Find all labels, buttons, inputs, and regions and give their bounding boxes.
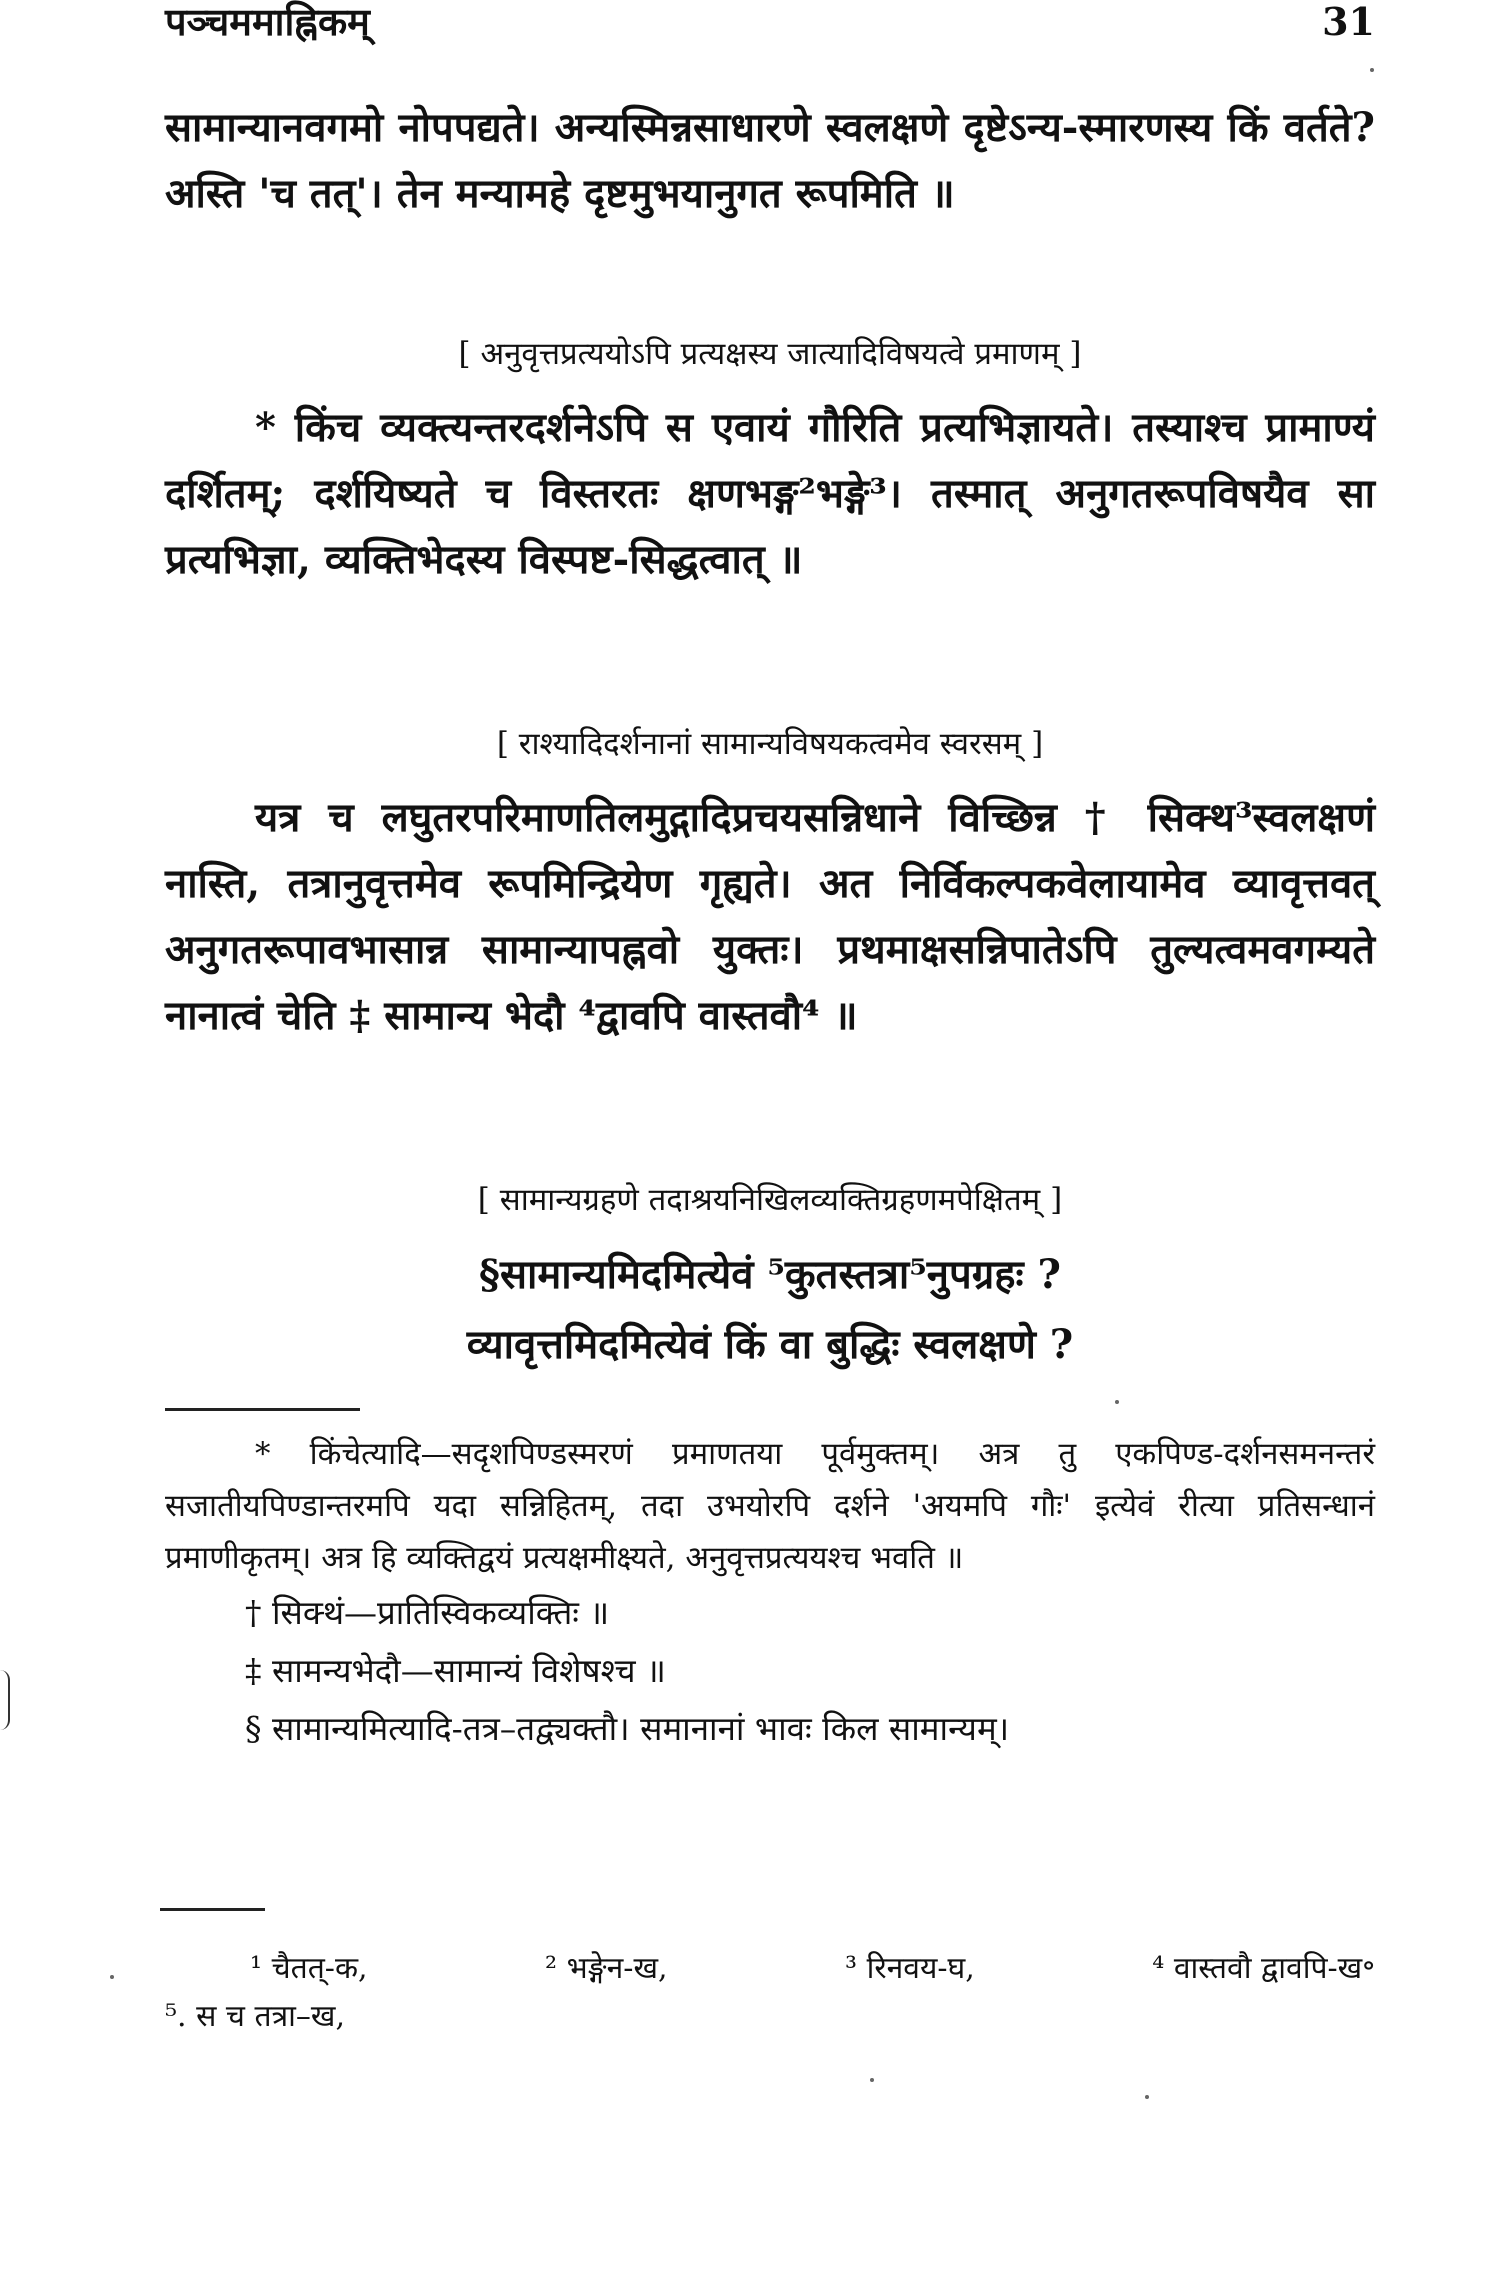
commentary-note-2: † सिक्थं—प्रातिस्विकव्यक्तिः ॥ <box>245 1593 610 1632</box>
running-header <box>165 0 1385 56</box>
main-paragraph-2 <box>165 395 1375 593</box>
main-paragraph-3 <box>165 785 1375 1049</box>
paragraph-text: सामान्यानवगमो नोपपद्यते। अन्यस्मिन्नसाधारणे स्वलक्षणे दृष्टेऽन्य-स्मारणस्य किं वर्तते? अस्ति 'च तत्'। तेन मन्यामहे दृष्टमुभयानुगत रूपमिति ॥ <box>165 104 1375 217</box>
paragraph-text: यत्र च लघुतरपरिमाणतिलमुद्गादिप्रचयसन्निधाने विच्छिन्न † सिक्थ³स्वलक्षणं नास्ति, तत्रानुवृत्तमेव रूपमिन्द्रियेण गृह्यते। अत निर्विकल्पकवेलायामेव व्यावृत्तवत् अनुगतरूपावभासान्न सामान्यापह्नवो युक्तः। प्रथमाक्षसन्निपातेऽपि तुल्यत्वमवगम्यते नानात्वं चेति ‡ सामान्य भेदौ ⁴द्वावपि वास्तवौ⁴ ॥ <box>165 794 1375 1039</box>
scan-speck <box>110 1975 114 1979</box>
section-heading-3: [ सामान्यग्रहणे तदाश्रयनिखिलव्यक्तिग्रहणमपेक्षितम् ] <box>477 1182 1063 1218</box>
main-paragraph-1 <box>165 95 1375 227</box>
variant-2: ² भङ्गेन-ख, <box>545 1951 668 1986</box>
section-heading-2: [ राश्यादिदर्शनानां सामान्यविषयकत्वमेव स्वरसम् ] <box>496 726 1044 762</box>
commentary-note-3: ‡ सामन्यभेदौ—सामान्यं विशेषश्च ॥ <box>245 1651 666 1690</box>
commentary-note-1: * किंचेत्यादि—सदृशपिण्डस्मरणं प्रमाणतया पूर्वमुक्तम्। अत्र तु एकपिण्ड-दर्शनसमनन्तरं सजातीयपिण्डान्तरमपि यदा सन्निहितम्, तदा उभयोरपि दर्शने 'अयमपि गौः' इत्येवं रीत्या प्रतिसन्धानं प्रमाणीकृतम्। अत्र हि व्यक्तिद्वयं प्रत्यक्षमीक्ष्यते, अनुवृत्तप्रत्ययश्च भवति ॥ <box>165 1436 1375 1576</box>
verse-line-2: व्यावृत्तमिदमित्येवं किं वा बुद्धिः स्वलक्षणे ? <box>466 1321 1074 1368</box>
variant-3: ³ रिनवय-घ, <box>845 1951 975 1986</box>
variant-readings <box>165 1945 1375 2041</box>
chapter-title: पञ्चममाह्निकम् <box>165 0 370 44</box>
verse-line-1: §सामान्यमिदमित्येवं ⁵कुतस्तत्रा⁵नुपग्रहः ? <box>479 1251 1061 1298</box>
scan-speck <box>1145 2095 1149 2099</box>
page-edge-mark <box>0 1670 10 1730</box>
variant-5: ⁵. स च तत्रा–ख, <box>165 1999 346 2034</box>
scan-speck <box>1370 68 1374 72</box>
page-number: 31 <box>1322 0 1375 44</box>
paragraph-text: * किंच व्यक्त्यन्तरदर्शनेऽपि स एवायं गौरिति प्रत्यभिज्ञायते। तस्याश्च प्रामाण्यं दर्शितम्; दर्शयिष्यते च विस्तरतः क्षणभङ्ग²भङ्गे³। तस्मात् अनुगतरूपविषयैव सा प्रत्यभिज्ञा, व्यक्तिभेदस्य विस्पष्ट-सिद्धत्वात् ॥ <box>165 404 1375 583</box>
section-heading-1: [ अनुवृत्तप्रत्ययोऽपि प्रत्यक्षस्य जात्यादिविषयत्वे प्रमाणम् ] <box>458 336 1082 372</box>
scan-speck <box>1115 1400 1119 1404</box>
scan-speck <box>870 2078 874 2082</box>
commentary-note-4: § सामान्यमित्यादि-तत्र–तद्व्यक्तौ। समानानां भावः किल सामान्यम्। <box>245 1709 1010 1748</box>
variant-row-1 <box>165 1945 1375 1993</box>
footnote-rule <box>165 1408 360 1411</box>
variant-row-2 <box>165 1993 1375 2041</box>
variants-rule <box>160 1908 265 1911</box>
verse-block <box>165 1240 1375 1380</box>
variant-1: ¹ चैतत्-क, <box>250 1951 368 1986</box>
variant-4: ⁴ वास्तवौ द्वावपि-ख॰ <box>1152 1951 1375 1986</box>
commentary-notes <box>165 1428 1375 1758</box>
